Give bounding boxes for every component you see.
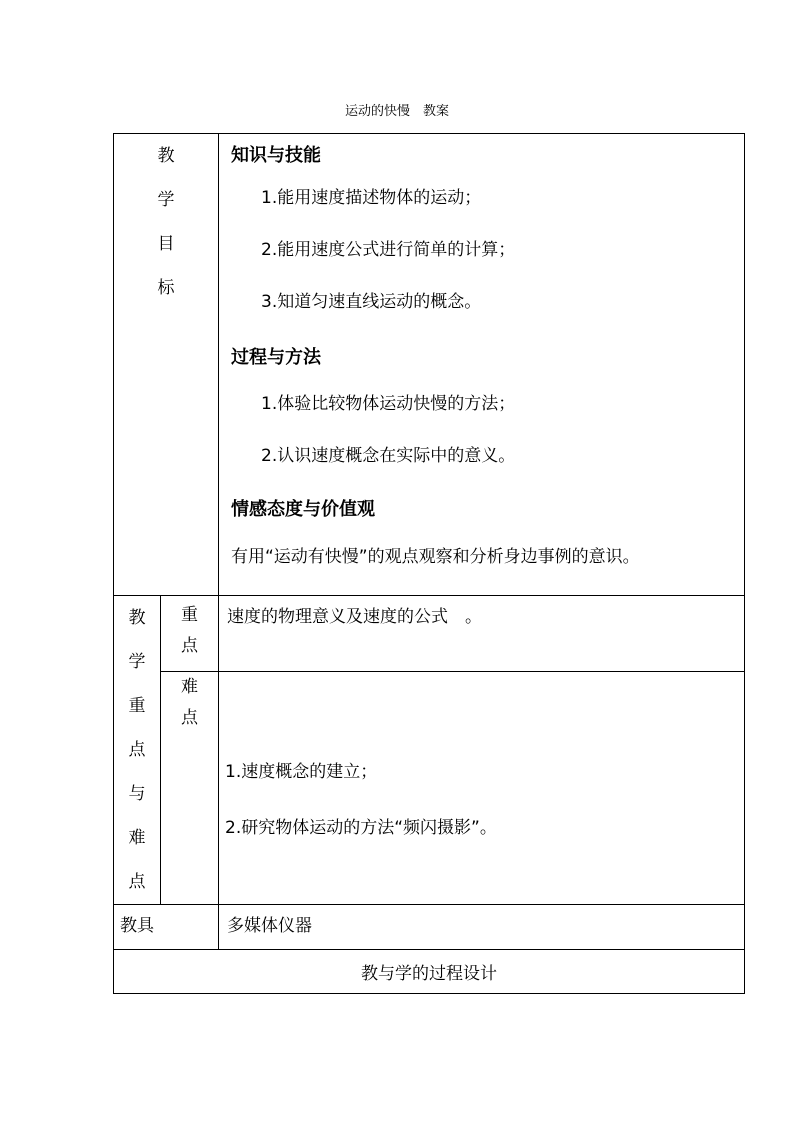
difficult-point-label-cell [161, 672, 219, 905]
tools-value: 多媒体仪器 [227, 916, 312, 936]
label-char: 目 [157, 234, 175, 254]
key-point-text: 速度的物理意义及速度的公式 。 [227, 607, 482, 627]
knowledge-item: 3.知道匀速直线运动的概念。 [261, 292, 482, 312]
objectives-content [219, 134, 744, 582]
objectives-label-cell [114, 134, 219, 596]
objectives-row [114, 134, 745, 596]
tools-row [114, 905, 745, 950]
focus-label-cell [114, 596, 161, 905]
key-point-label-cell [161, 596, 219, 672]
key-point-content-cell [219, 596, 745, 672]
label-char: 重 [181, 605, 198, 625]
label-char: 点 [181, 636, 198, 656]
label-char: 学 [157, 190, 175, 210]
knowledge-heading: 知识与技能 [231, 145, 321, 166]
key-point-label [161, 596, 218, 662]
difficult-point-content [219, 672, 744, 856]
document-title: 运动的快慢 教案 [344, 104, 449, 119]
label-char: 难 [181, 677, 198, 698]
difficult-point-content-cell [219, 672, 745, 905]
objectives-label [114, 134, 218, 310]
knowledge-item: 2.能用速度公式进行简单的计算； [261, 240, 516, 260]
tools-label: 教具 [120, 916, 154, 936]
objectives-content-cell [219, 134, 745, 596]
tools-value-cell [219, 905, 745, 950]
tools-label-cell [114, 905, 219, 950]
label-char: 教 [157, 146, 175, 166]
difficult-point-row [114, 672, 745, 905]
label-char: 难 [128, 828, 146, 848]
label-char: 学 [128, 652, 146, 672]
emotion-heading: 情感态度与价值观 [231, 499, 375, 520]
label-char: 与 [128, 784, 146, 804]
process-item: 1.体验比较物体运动快慢的方法； [261, 394, 516, 414]
process-design-row [114, 950, 745, 994]
process-design-cell [114, 950, 745, 994]
label-char: 重 [128, 696, 146, 716]
label-char: 教 [128, 608, 146, 628]
difficult-item: 2.研究物体运动的方法“频闪摄影”。 [225, 818, 497, 839]
focus-label [114, 596, 160, 904]
label-char: 点 [128, 872, 146, 892]
difficult-item: 1.速度概念的建立； [225, 762, 378, 783]
label-char: 点 [181, 708, 198, 729]
process-heading: 过程与方法 [231, 347, 321, 368]
emotion-text: 有用“运动有快慢”的观点观察和分析身边事例的意识。 [231, 547, 640, 567]
label-char: 标 [157, 278, 175, 298]
difficult-point-label [161, 672, 218, 734]
lesson-plan-table [113, 133, 745, 994]
knowledge-item: 1.能用速度描述物体的运动； [261, 188, 482, 208]
process-design-label: 教与学的过程设计 [361, 964, 497, 984]
label-char: 点 [128, 740, 146, 760]
process-item: 2.认识速度概念在实际中的意义。 [261, 446, 516, 466]
key-point-row [114, 596, 745, 672]
